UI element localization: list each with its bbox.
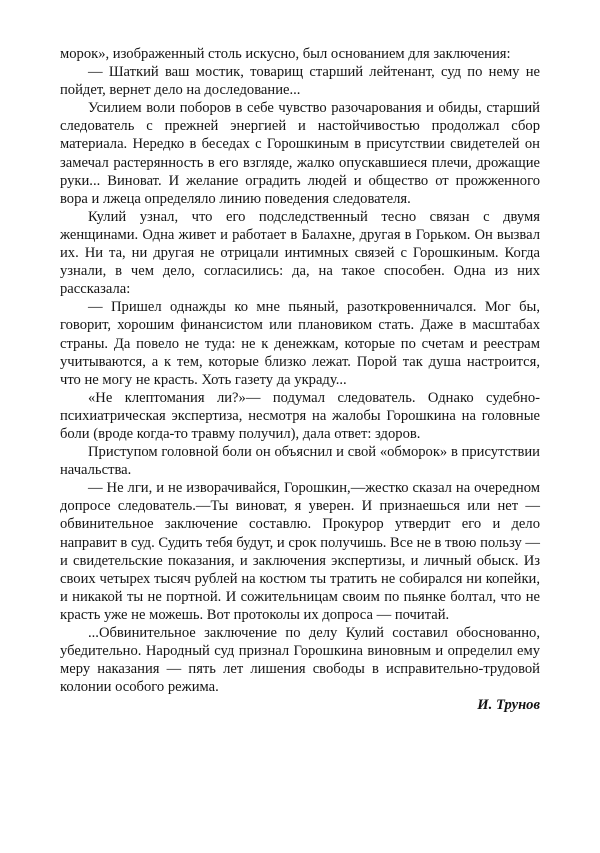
paragraph-5: — Пришел однажды ко мне пьяный, разоткровенничался. Мог бы, говорит, хорошим финансистом или плановиком стать. Даже в масштабах страны. Да повело не туда: не к денежкам, которые по счетам и реестрам учитываются, а к тем, которые близко лежат. Порой так душа настроится, что не могу не красть. Хоть газету да украду... (60, 299, 540, 388)
article-page (60, 45, 540, 714)
paragraph-8: — Не лги, и не изворачивайся, Горошкин,—жестко сказал на очередном допросе следователь.—Ты виноват, я уверен. И признаешься или нет — обвинительное заключение составлю. Прокурор утвердит его и дело направит в суд. Судить тебя будут, и срок получишь. Все не в твою пользу — и свидетельские показания, и заключения экспертизы, и личный обыск. Из своих четырех тысяч рублей на костюм ты тратить не собирался ни копейки, и никакой ты не портной. И сожительницам своим по пьянке болтал, что не красть уже не можешь. Вот протоколы их допроса — почитай. (60, 480, 540, 623)
paragraph-7: Приступом головной боли он объяснил и свой «обморок» в присутствии начальства. (60, 444, 540, 479)
paragraph-9: ...Обвинительное заключение по делу Кулий составил обоснованно, убедительно. Народный суд признал Горошкина виновным и определил ему меру наказания — пять лет лишения свободы в исправительно-трудовой колонии особого режима. (60, 625, 540, 696)
paragraph-6: «Не клептомания ли?»— подумал следователь. Однако судебно-психиатрическая экспертиза, несмотря на жалобы Горошкина на головные боли (вроде когда-то травму получил), дала ответ: здоров. (60, 389, 540, 442)
paragraph-4: Кулий узнал, что его подследственный тесно связан с двумя женщинами. Одна живет и работает в Балахне, другая в Горьком. Он вызвал их. Ни та, ни другая не отрицали интимных связей с Горошкиным. Когда узнали, в чем дело, согласились: да, на такое способен. Одна из них рассказала: (60, 208, 540, 298)
paragraph-1: морок», изображенный столь искусно, был основанием для заключения: (60, 46, 511, 62)
paragraph-3: Усилием воли поборов в себе чувство разочарования и обиды, старший следователь с прежней энергией и настойчивостью продолжал сбор материала. Нередко в беседах с Горошкиным в присутствии свидетелей он замечал растерянность в его взгляде, жалко опускавшиеся плечи, дрожащие руки... Виноват. И желание оградить людей и общество от прожженного вора и лжеца определяло линию поведения следователя. (60, 100, 540, 207)
paragraph-2: — Шаткий ваш мостик, товарищ старший лейтенант, суд по нему не пойдет, вернет дело на доследование... (60, 64, 540, 99)
author-signature: И. Трунов (477, 697, 540, 714)
